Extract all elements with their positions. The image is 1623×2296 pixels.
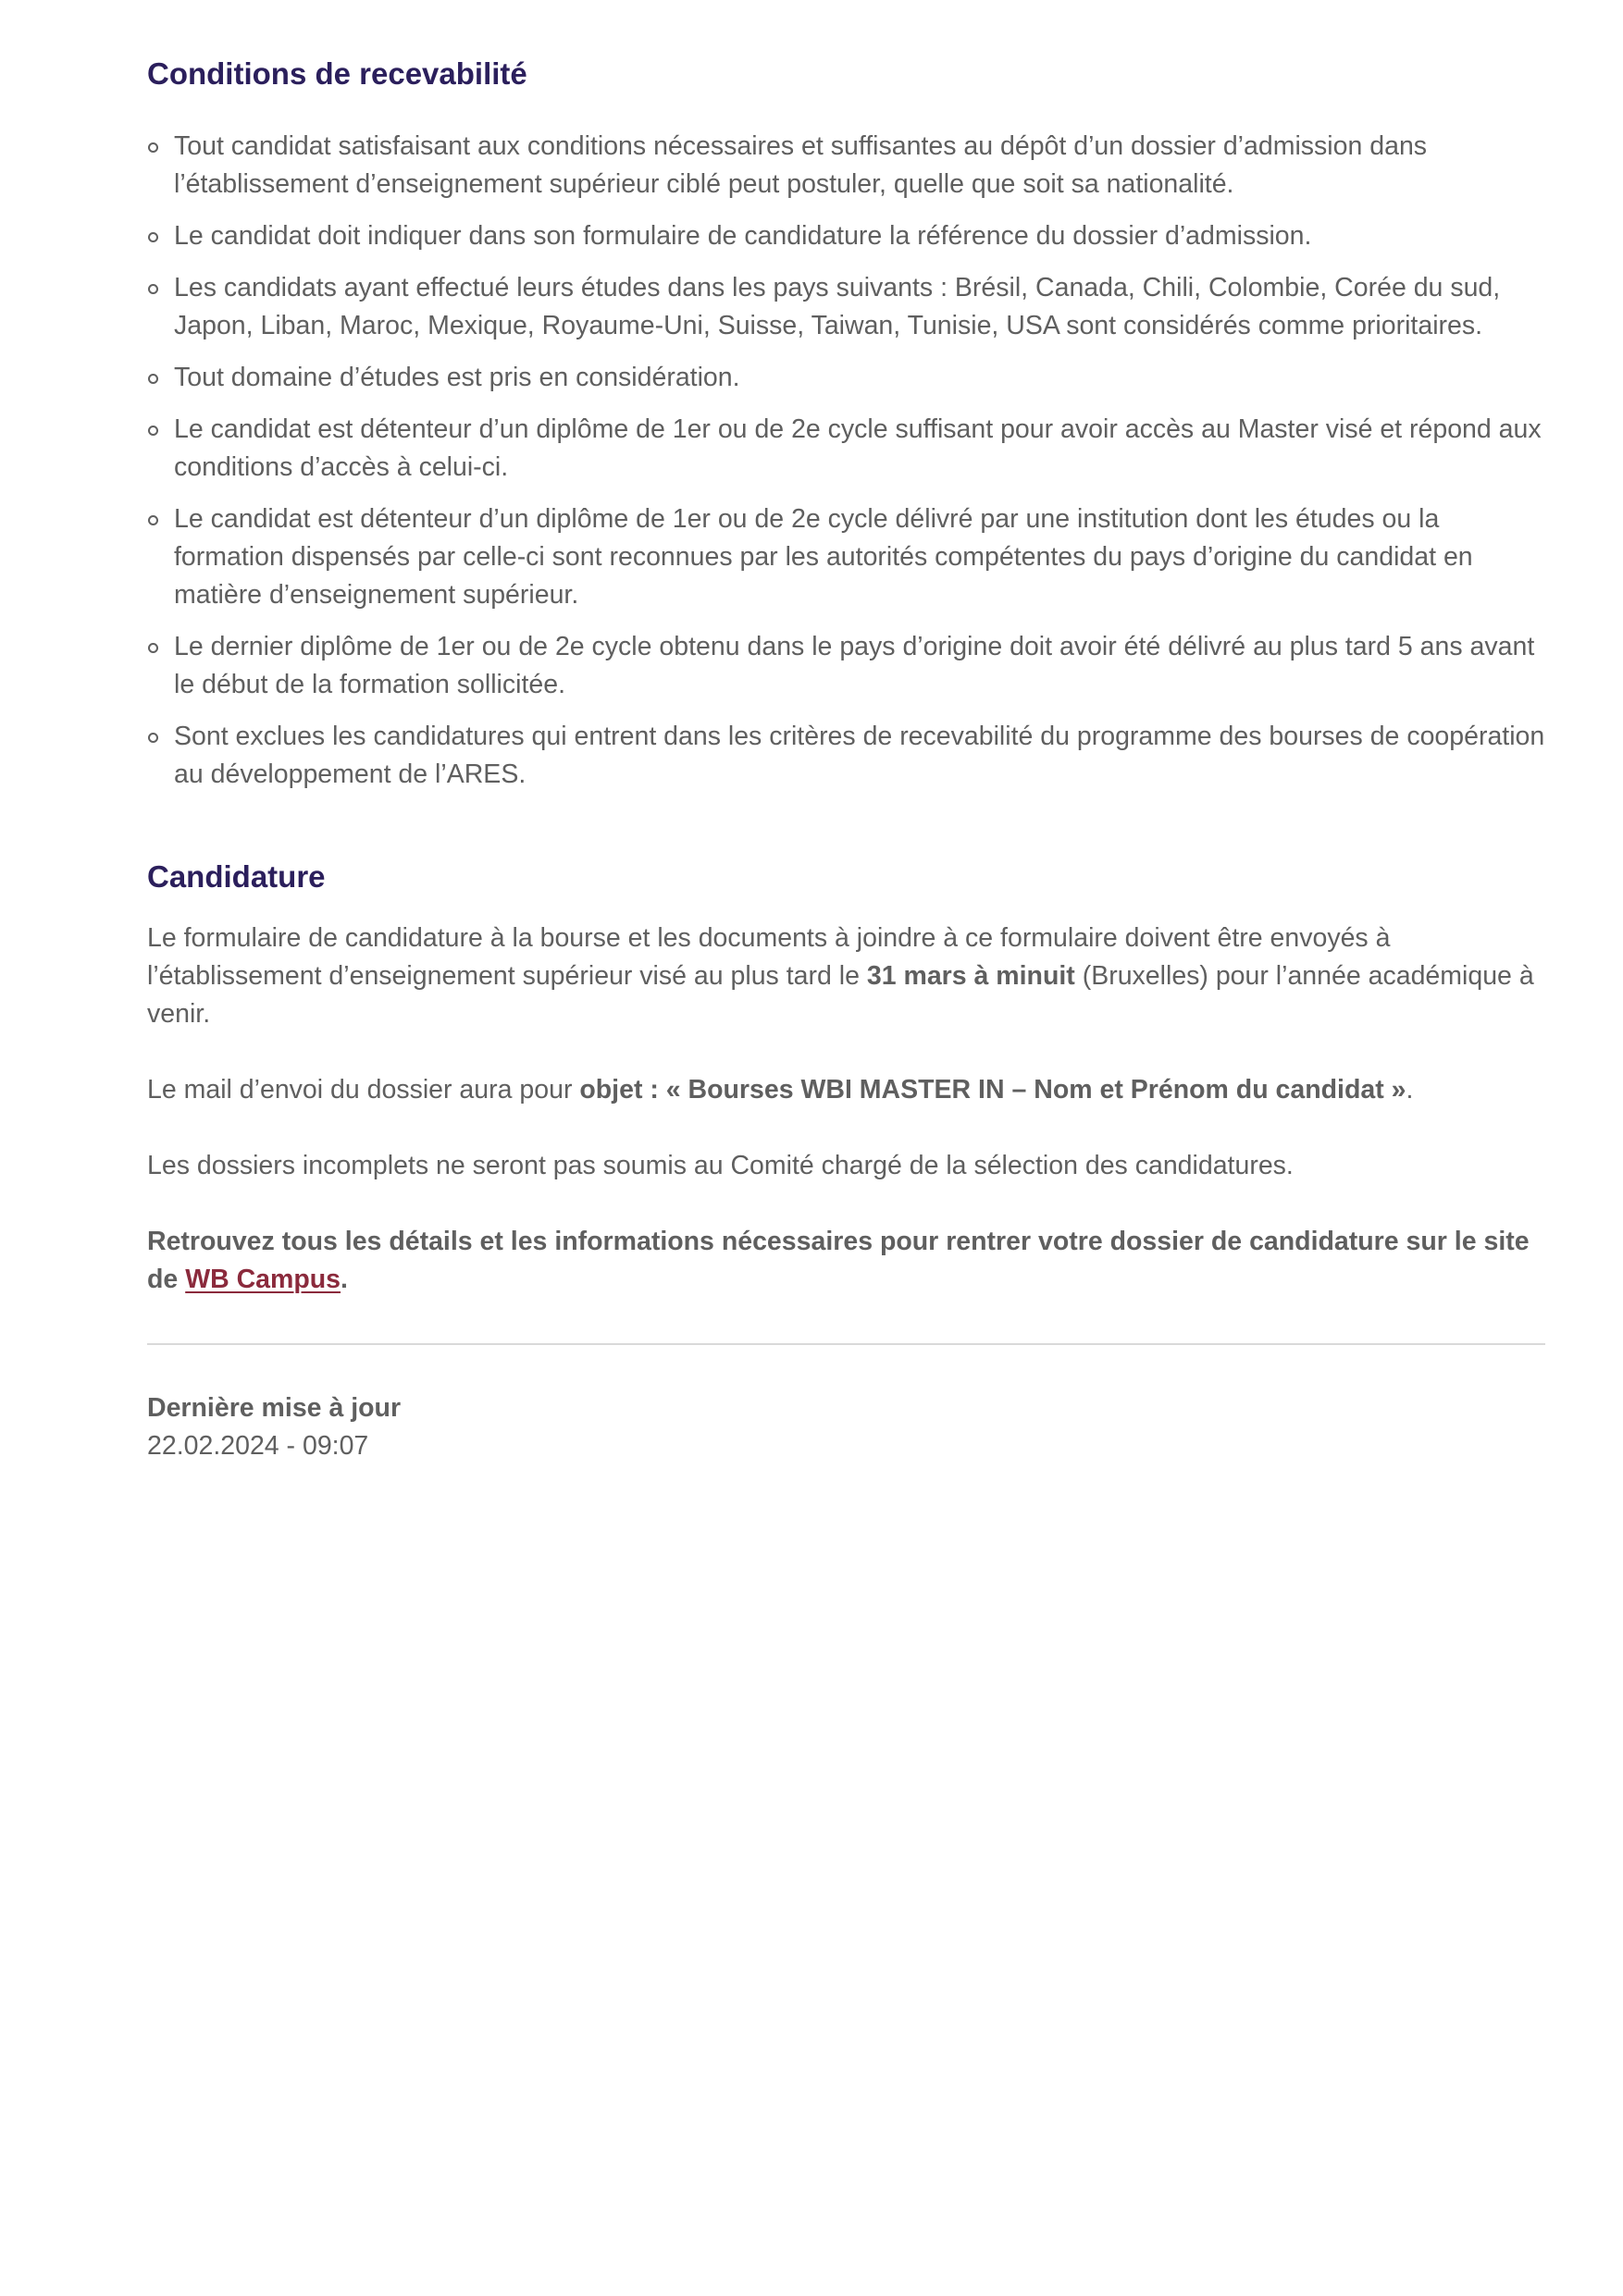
conditions-list: [147, 128, 1545, 794]
deadline-text-end: (Bruxelles) pour l’année académique à venir.: [147, 961, 1534, 1029]
last-update-timestamp: 22.02.2024 - 09:07: [147, 1431, 369, 1461]
list-item: Tout candidat satisfaisant aux conditions nécessaires et suffisantes au dépôt d’un dossier d’admission dans l’établissement d’enseignement supérieur ciblé peut postuler, quelle que soit sa nationalité.: [147, 128, 1545, 204]
details-paragraph: [147, 1223, 1545, 1299]
deadline-date: 31 mars à minuit: [866, 961, 1075, 991]
list-item: Les candidats ayant effectué leurs études dans les pays suivants : Brésil, Canada, Chili, Colombie, Corée du sud, Japon, Liban, Maroc, Mexique, Royaume-Uni, Suisse, Taiwan, Tunisie, USA sont considérés comme prioritaires.: [147, 269, 1545, 345]
wb-campus-link[interactable]: WB Campus: [185, 1265, 341, 1294]
last-update-label: Dernière mise à jour: [147, 1393, 402, 1423]
page-content: [147, 52, 1545, 1465]
incomplete-files-paragraph: Les dossiers incomplets ne seront pas soumis au Comité chargé de la sélection des candidatures.: [147, 1151, 1294, 1180]
email-subject-paragraph: [147, 1071, 1545, 1109]
email-subject: objet : « Bourses WBI MASTER IN – Nom et Prénom du candidat »: [579, 1075, 1406, 1105]
list-item: Le candidat doit indiquer dans son formulaire de candidature la référence du dossier d’admission.: [147, 217, 1545, 255]
email-subject-text-start: Le mail d’envoi du dossier aura pour: [147, 1075, 580, 1105]
details-text: Retrouvez tous les détails et les informations nécessaires pour rentrer votre dossier de candidature sur le site de: [147, 1227, 1530, 1294]
conditions-heading: Conditions de recevabilité: [147, 56, 527, 91]
list-item: Le candidat est détenteur d’un diplôme de 1er ou de 2e cycle délivré par une institution dont les études ou la formation dispensés par celle-ci sont reconnues par les autorités compétentes du pays d’origine du candidat en matière d’enseignement supérieur.: [147, 500, 1545, 614]
deadline-text-start: Le formulaire de candidature à la bourse et les documents à joindre à ce formulaire doivent être envoyés à l’établissement d’enseignement supérieur visé au plus tard le: [147, 923, 1391, 991]
section-divider: [147, 1343, 1545, 1345]
list-item: Le candidat est détenteur d’un diplôme de 1er ou de 2e cycle suffisant pour avoir accès au Master visé et répond aux conditions d’accès à celui-ci.: [147, 411, 1545, 487]
deadline-paragraph: [147, 920, 1545, 1033]
list-item: Sont exclues les candidatures qui entrent dans les critères de recevabilité du programme des bourses de coopération au développement de l’ARES.: [147, 718, 1545, 794]
candidature-heading: Candidature: [147, 859, 326, 894]
details-text-end: .: [341, 1265, 348, 1294]
list-item: Le dernier diplôme de 1er ou de 2e cycle obtenu dans le pays d’origine doit avoir été délivré au plus tard 5 ans avant le début de la formation sollicitée.: [147, 628, 1545, 704]
email-subject-text-end: .: [1406, 1075, 1414, 1105]
list-item: Tout domaine d’études est pris en considération.: [147, 359, 1545, 397]
